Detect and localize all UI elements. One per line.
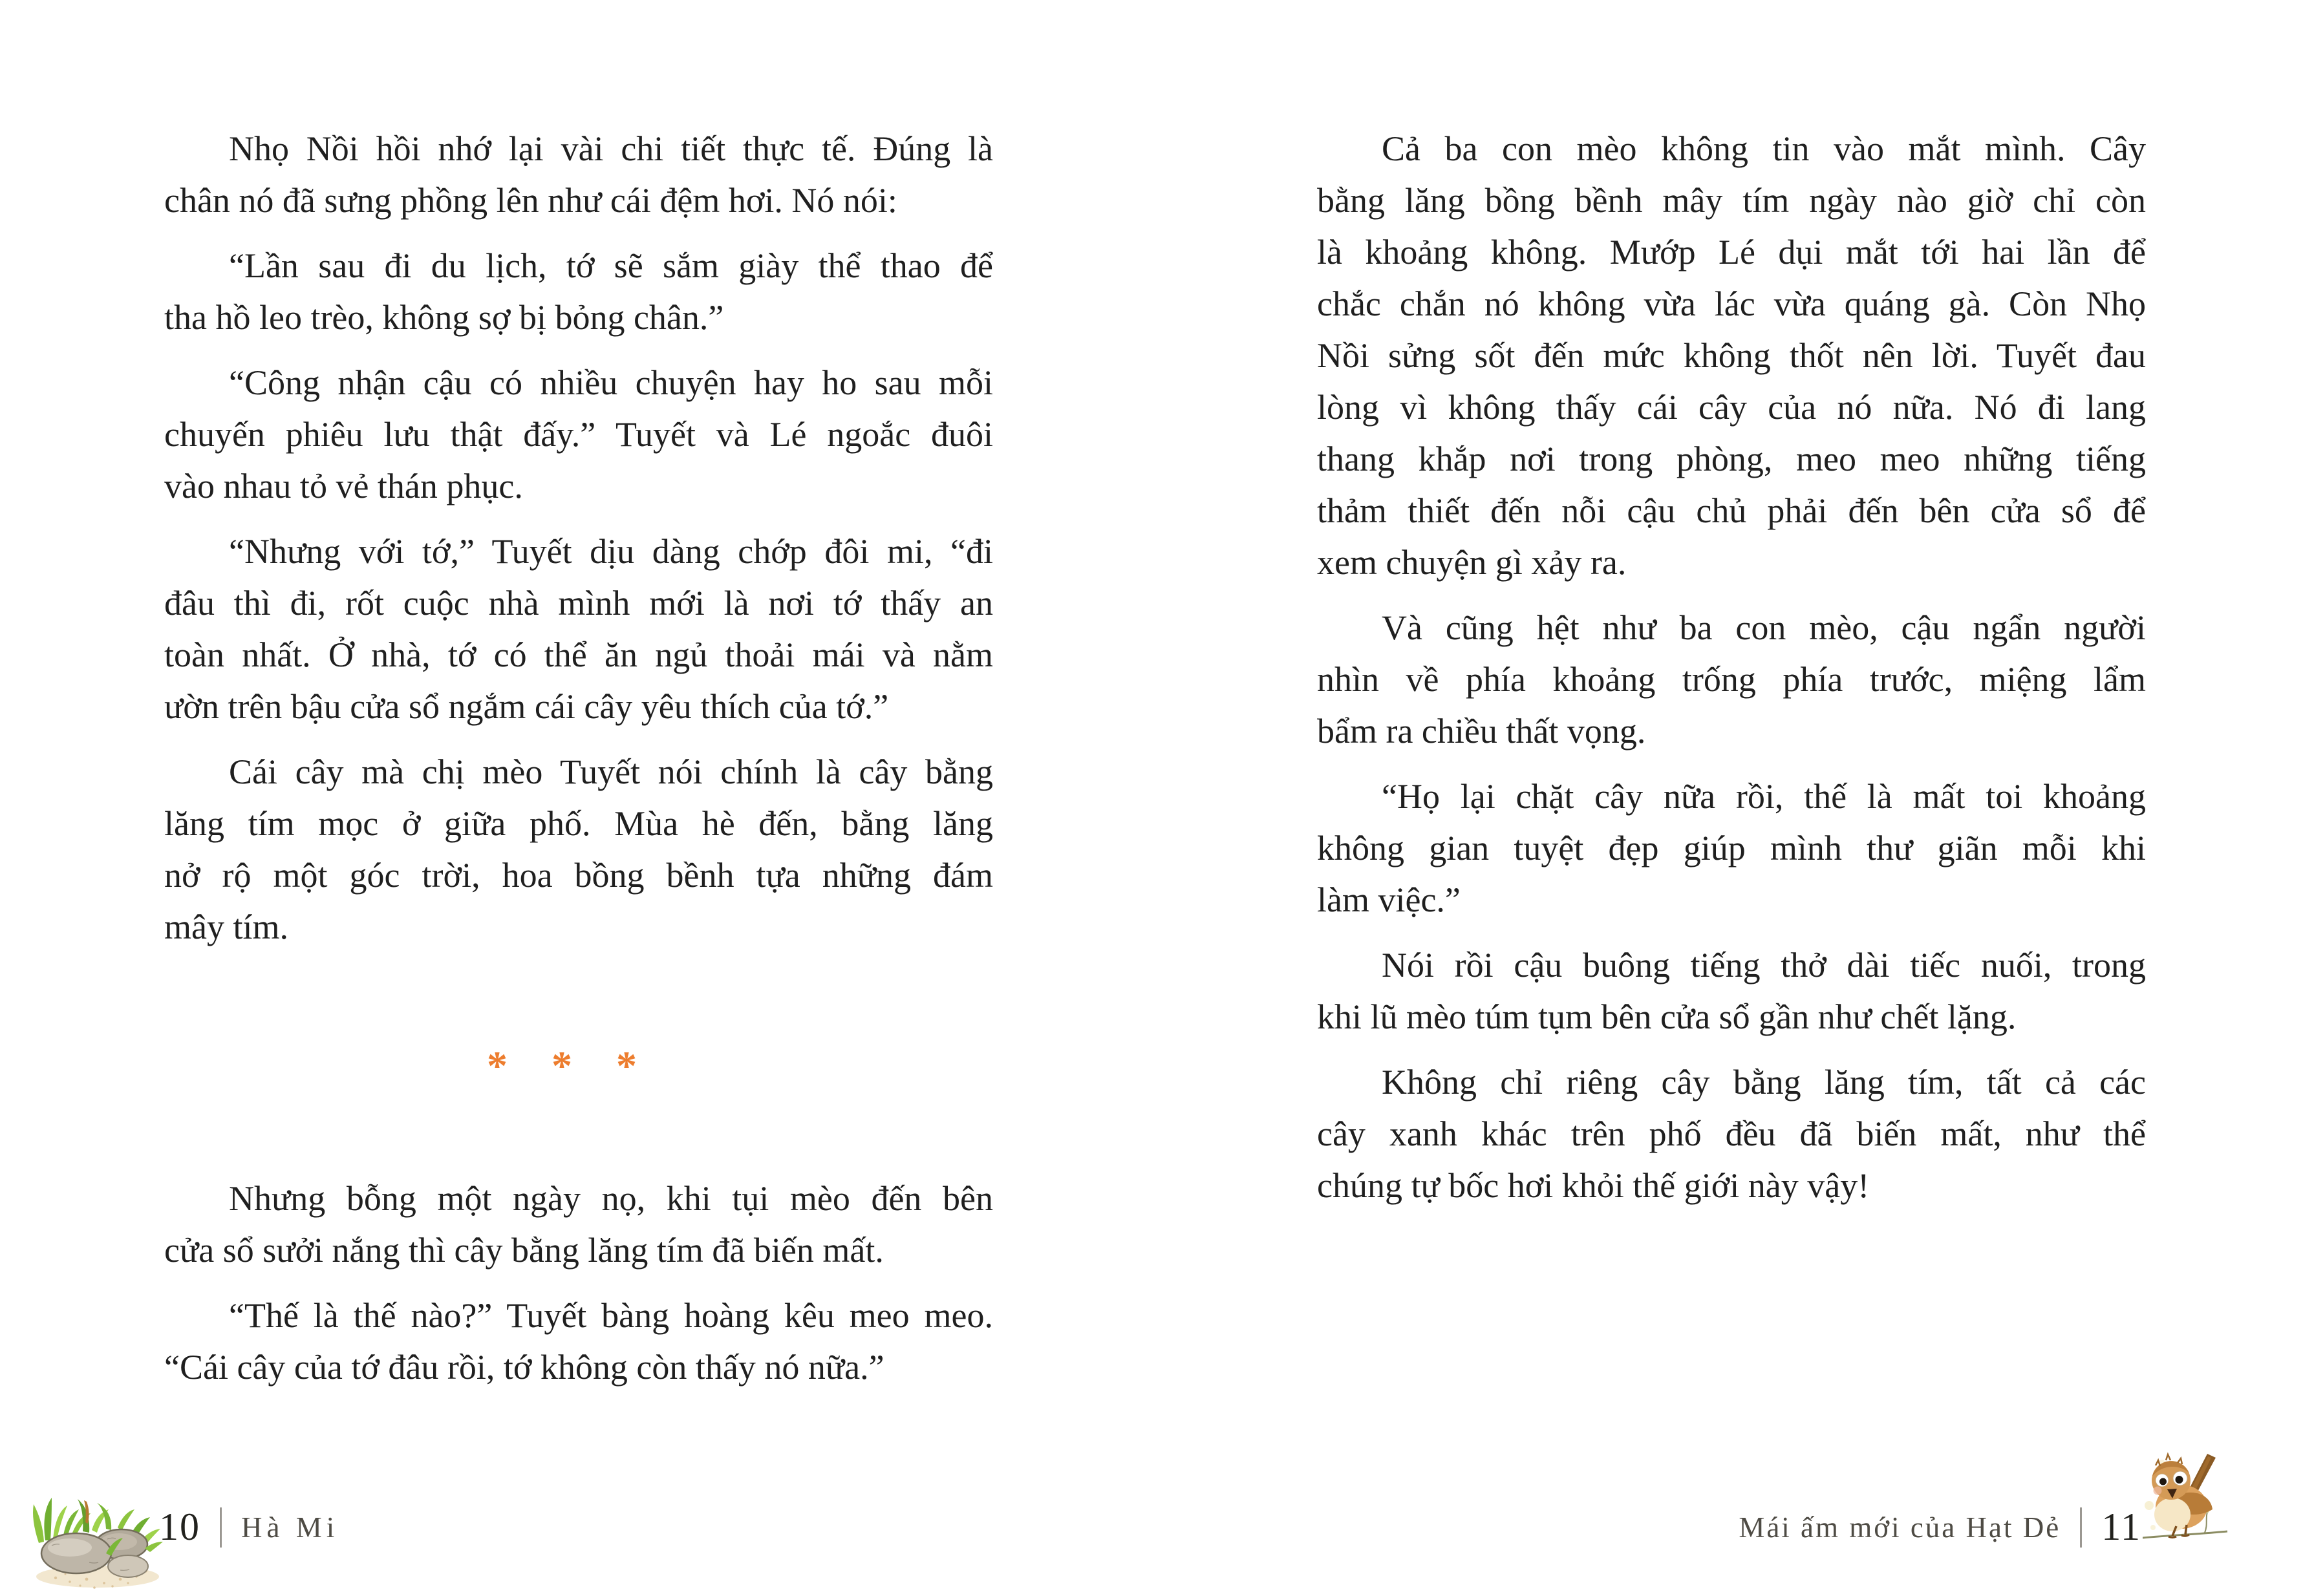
text-line: chắc chắn nó không vừa lác vừa quáng gà. Còn Nhọ (1317, 284, 2146, 323)
text-line: chúng tự bốc hơi khỏi thế giới này vậy! (1317, 1166, 1870, 1205)
text-line: Nhưng bỗng một ngày nọ, khi tụi mèo đến bên (229, 1179, 993, 1218)
text-line: Cả ba con mèo không tin vào mắt mình. Cây (1382, 129, 2146, 168)
paragraph (1317, 939, 2146, 1043)
text-line: “Cái cây của tớ đâu rồi, tớ không còn thấy nó nữa.” (164, 1348, 884, 1387)
text-line: thảm thiết đến nỗi cậu chủ phải đến bên cửa sổ để (1317, 491, 2146, 530)
text-line: lòng vì không thấy cái cây của nó nữa. Nó đi lang (1317, 388, 2146, 427)
section-break-stars: * * * (487, 1043, 654, 1089)
paragraph (1317, 602, 2146, 757)
chapter-title: Mái ấm mới của Hạt Dẻ (1739, 1511, 2061, 1544)
text-line: đâu thì đi, rốt cuộc nhà mình mới là nơi tớ thấy an (164, 584, 993, 622)
page-number-left: 10 (159, 1506, 200, 1548)
grass-stones-illustration (30, 1481, 169, 1591)
paragraph (1317, 771, 2146, 926)
paragraph (164, 357, 993, 512)
footer-divider-right (2080, 1507, 2082, 1548)
left-text-column (164, 123, 993, 1407)
footer-divider-left (220, 1507, 222, 1548)
author-name: Hà Mi (241, 1511, 339, 1544)
text-line: vào nhau tỏ vẻ thán phục. (164, 467, 523, 505)
text-line: “Nhưng với tớ,” Tuyết dịu dàng chớp đôi mi, “đi (229, 532, 993, 571)
left-paragraphs-bottom (164, 1173, 993, 1393)
text-line: Nói rồi cậu buông tiếng thở dài tiếc nuối, trong (1382, 946, 2146, 984)
text-line: nở rộ một góc trời, hoa bồng bềnh tựa những đám (164, 856, 993, 895)
paragraph (164, 123, 993, 226)
text-line: Không chỉ riêng cây bằng lăng tím, tất cả các (1382, 1063, 2146, 1101)
text-line: lăng tím mọc ở giữa phố. Mùa hè đến, bằng lăng (164, 804, 993, 843)
text-line: bằng lăng bồng bềnh mây tím ngày nào giờ chỉ còn (1317, 181, 2146, 220)
paragraph (164, 746, 993, 953)
paragraph (164, 526, 993, 732)
text-line: “Lần sau đi du lịch, tớ sẽ sắm giày thể thao để (229, 246, 993, 285)
text-line: Nhọ Nồi hồi nhớ lại vài chi tiết thực tế. Đúng là (229, 129, 993, 168)
text-line: cửa sổ sưởi nắng thì cây bằng lăng tím đã biến mất. (164, 1231, 884, 1270)
text-line: làm việc.” (1317, 880, 1461, 919)
paragraph (164, 240, 993, 343)
text-line: xem chuyện gì xảy ra. (1317, 543, 1627, 582)
text-line: chân nó đã sưng phồng lên như cái đệm hơi. Nó nói: (164, 181, 897, 220)
text-line: ườn trên bậu cửa sổ ngắm cái cây yêu thích của tớ.” (164, 687, 889, 726)
text-line: chuyến phiêu lưu thật đấy.” Tuyết và Lé ngoắc đuôi (164, 415, 993, 454)
text-line: “Công nhận cậu có nhiều chuyện hay ho sau mỗi (229, 363, 993, 402)
bird-illustration (2143, 1450, 2228, 1548)
text-line: khi lũ mèo túm tụm bên cửa sổ gần như chết lặng. (1317, 997, 2017, 1036)
paragraph (164, 1290, 993, 1393)
text-line: Cái cây mà chị mèo Tuyết nói chính là cây bằng (229, 752, 993, 791)
text-line: bẩm ra chiều thất vọng. (1317, 712, 1646, 750)
paragraph (164, 1173, 993, 1276)
footer-left (159, 1505, 339, 1549)
text-line: Và cũng hệt như ba con mèo, cậu ngẩn người (1382, 608, 2146, 647)
text-line: “Thế là thế nào?” Tuyết bàng hoàng kêu meo meo. (229, 1296, 993, 1335)
text-line: là khoảng không. Mướp Lé dụi mắt tới hai lần để (1317, 233, 2146, 271)
text-line: không gian tuyệt đẹp giúp mình thư giãn mỗi khi (1317, 829, 2146, 867)
page-number-right: 11 (2101, 1506, 2141, 1548)
text-line: cây xanh khác trên phố đều đã biến mất, như thể (1317, 1114, 2146, 1153)
right-paragraphs (1317, 123, 2146, 1211)
paragraph (1317, 1056, 2146, 1211)
text-line: “Họ lại chặt cây nữa rồi, thế là mất toi khoảng (1382, 777, 2146, 816)
text-line: Nồi sửng sốt đến mức không thốt nên lời. Tuyết đau (1317, 336, 2146, 375)
paragraph (1317, 123, 2146, 588)
right-text-column (1317, 123, 2146, 1225)
text-line: thang khắp nơi trong phòng, meo meo những tiếng (1317, 440, 2146, 478)
text-line: mây tím. (164, 908, 288, 946)
text-line: nhìn về phía khoảng trống phía trước, miệng lẩm (1317, 660, 2146, 699)
left-paragraphs-top (164, 123, 993, 953)
text-line: tha hồ leo trèo, không sợ bị bỏng chân.” (164, 298, 724, 337)
footer-right (1739, 1505, 2141, 1549)
text-line: toàn nhất. Ở nhà, tớ có thể ăn ngủ thoải mái và nằm (164, 635, 993, 674)
